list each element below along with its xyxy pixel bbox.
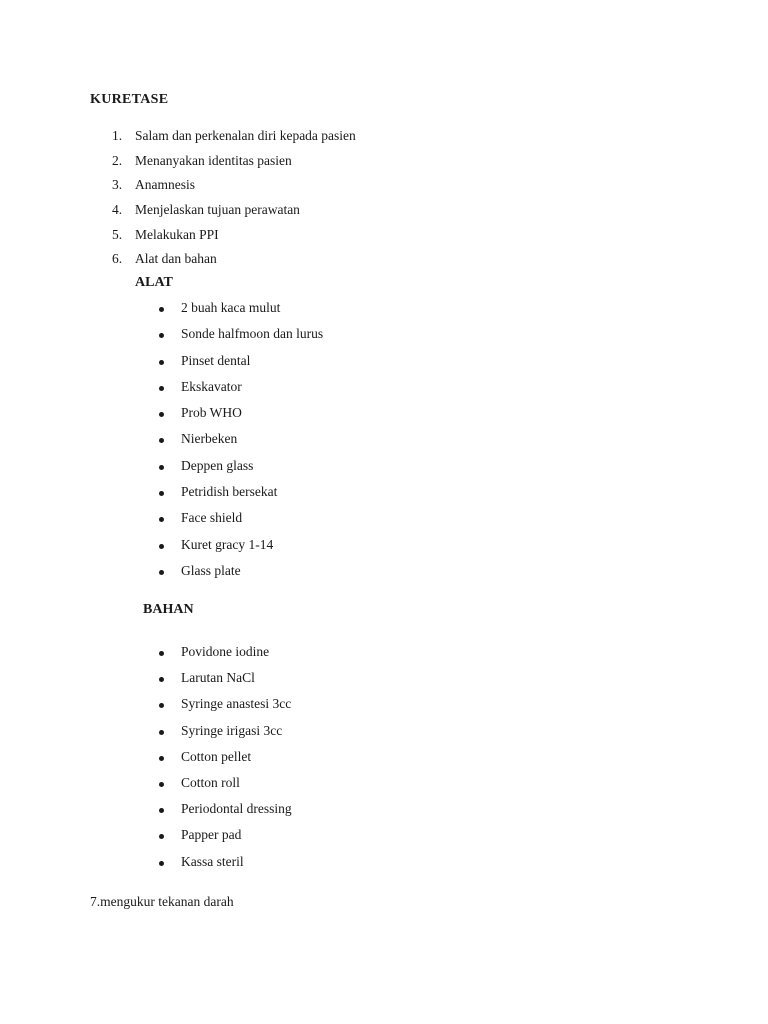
bullet-icon (159, 703, 164, 708)
bullet-icon (159, 517, 164, 522)
bullet-icon (159, 465, 164, 470)
step-number: 6. (112, 251, 123, 266)
bullet-icon (159, 544, 164, 549)
step-text: Menjelaskan tujuan perawatan (135, 202, 300, 217)
alat-heading: ALAT (135, 275, 173, 290)
bullet-icon (159, 808, 164, 813)
list-item: Ekskavator (181, 379, 242, 394)
step-text: Salam dan perkenalan diri kepada pasien (135, 128, 356, 143)
bullet-icon (159, 861, 164, 866)
step-number: 5. (112, 227, 123, 242)
step-text: Menanyakan identitas pasien (135, 153, 292, 168)
step-text: Anamnesis (135, 177, 195, 192)
list-item: Kuret gracy 1-14 (181, 537, 274, 552)
step-number: 2. (112, 153, 123, 168)
list-item: Cotton roll (181, 775, 240, 790)
list-item: Sonde halfmoon dan lurus (181, 326, 324, 341)
step-number: 1. (112, 128, 123, 143)
bahan-heading: BAHAN (143, 602, 194, 617)
list-item: Periodontal dressing (181, 801, 292, 816)
bullet-icon (159, 756, 164, 761)
list-item: Face shield (181, 510, 243, 525)
list-item: Larutan NaCl (181, 670, 255, 685)
bullet-icon (159, 651, 164, 656)
bullet-icon (159, 412, 164, 417)
final-step: 7.mengukur tekanan darah (90, 894, 234, 909)
bullet-icon (159, 834, 164, 839)
list-item: Petridish bersekat (181, 484, 278, 499)
list-item: Cotton pellet (181, 749, 252, 764)
list-item: Syringe irigasi 3cc (181, 723, 283, 738)
bullet-icon (159, 360, 164, 365)
list-item: Kassa steril (181, 854, 244, 869)
list-item: Nierbeken (181, 431, 238, 446)
bullet-icon (159, 386, 164, 391)
bullet-icon (159, 333, 164, 338)
step-text: Alat dan bahan (135, 251, 217, 266)
bullet-icon (159, 677, 164, 682)
list-item: Syringe anastesi 3cc (181, 696, 292, 711)
list-item: Prob WHO (181, 405, 242, 420)
bullet-icon (159, 730, 164, 735)
step-number: 4. (112, 202, 123, 217)
bullet-icon (159, 438, 164, 443)
document-title: KURETASE (90, 92, 169, 107)
bullet-icon (159, 307, 164, 312)
list-item: Povidone iodine (181, 644, 270, 659)
step-text: Melakukan PPI (135, 227, 219, 242)
list-item: Pinset dental (181, 353, 251, 368)
step-number: 3. (112, 177, 123, 192)
list-item: Papper pad (181, 827, 242, 842)
bullet-icon (159, 782, 164, 787)
bullet-icon (159, 570, 164, 575)
list-item: Glass plate (181, 563, 241, 578)
bullet-icon (159, 491, 164, 496)
list-item: 2 buah kaca mulut (181, 300, 281, 315)
list-item: Deppen glass (181, 458, 254, 473)
